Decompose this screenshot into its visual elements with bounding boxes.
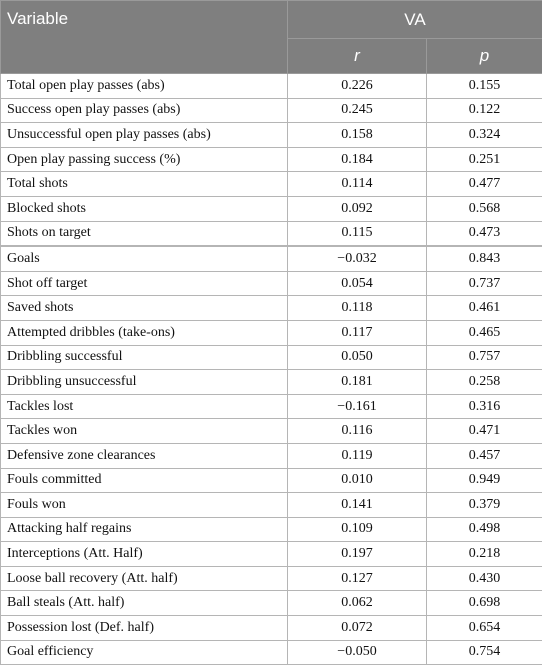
r-value-cell: 0.116 <box>288 419 427 444</box>
table-row <box>1 493 542 518</box>
variable-name-cell: Ball steals (Att. half) <box>1 591 288 616</box>
r-value-cell: 0.062 <box>288 591 427 616</box>
p-column-header: p <box>427 39 542 74</box>
variable-name-cell: Possession lost (Def. half) <box>1 616 288 641</box>
r-value-cell: 0.141 <box>288 493 427 518</box>
table-row <box>1 172 542 197</box>
r-value-cell: 0.118 <box>288 296 427 321</box>
table-row <box>1 542 542 567</box>
p-value-cell: 0.737 <box>427 271 542 296</box>
table-row <box>1 196 542 221</box>
table-row <box>1 271 542 296</box>
p-value-cell: 0.155 <box>427 74 542 99</box>
variable-name-cell: Fouls won <box>1 493 288 518</box>
table-row <box>1 517 542 542</box>
r-value-cell: −0.050 <box>288 640 427 665</box>
r-value-cell: 0.119 <box>288 443 427 468</box>
variable-name-cell: Open play passing success (%) <box>1 147 288 172</box>
p-value-cell: 0.568 <box>427 196 542 221</box>
r-value-cell: 0.197 <box>288 542 427 567</box>
variable-name-cell: Loose ball recovery (Att. half) <box>1 566 288 591</box>
p-value-cell: 0.122 <box>427 98 542 123</box>
r-value-cell: 0.010 <box>288 468 427 493</box>
table-row <box>1 370 542 395</box>
p-value-cell: 0.471 <box>427 419 542 444</box>
r-value-cell: 0.184 <box>288 147 427 172</box>
p-value-cell: 0.498 <box>427 517 542 542</box>
table-row <box>1 147 542 172</box>
r-value-cell: 0.072 <box>288 616 427 641</box>
variable-name-cell: Goals <box>1 246 288 271</box>
p-value-cell: 0.430 <box>427 566 542 591</box>
variable-name-cell: Attacking half regains <box>1 517 288 542</box>
r-value-cell: −0.161 <box>288 394 427 419</box>
variable-name-cell: Goal efficiency <box>1 640 288 665</box>
r-value-cell: 0.109 <box>288 517 427 542</box>
table-row <box>1 591 542 616</box>
table-row <box>1 296 542 321</box>
table-row <box>1 468 542 493</box>
va-group-header: VA <box>288 1 542 39</box>
p-value-cell: 0.757 <box>427 345 542 370</box>
table-row <box>1 394 542 419</box>
table-row <box>1 221 542 246</box>
table-row <box>1 443 542 468</box>
table-row <box>1 616 542 641</box>
variable-name-cell: Success open play passes (abs) <box>1 98 288 123</box>
r-value-cell: 0.245 <box>288 98 427 123</box>
variable-name-cell: Dribbling unsuccessful <box>1 370 288 395</box>
variable-name-cell: Tackles won <box>1 419 288 444</box>
r-column-header: r <box>288 39 427 74</box>
r-value-cell: 0.050 <box>288 345 427 370</box>
r-value-cell: 0.054 <box>288 271 427 296</box>
p-value-cell: 0.754 <box>427 640 542 665</box>
table-row <box>1 419 542 444</box>
table-row <box>1 246 542 271</box>
p-value-cell: 0.654 <box>427 616 542 641</box>
r-value-cell: 0.092 <box>288 196 427 221</box>
table-row <box>1 98 542 123</box>
p-value-cell: 0.473 <box>427 221 542 246</box>
r-value-cell: 0.226 <box>288 74 427 99</box>
variable-name-cell: Blocked shots <box>1 196 288 221</box>
variable-name-cell: Dribbling successful <box>1 345 288 370</box>
table-header <box>1 1 542 74</box>
table-body <box>1 74 542 665</box>
p-value-cell: 0.258 <box>427 370 542 395</box>
variable-name-cell: Defensive zone clearances <box>1 443 288 468</box>
variable-name-cell: Tackles lost <box>1 394 288 419</box>
r-value-cell: 0.114 <box>288 172 427 197</box>
p-value-cell: 0.457 <box>427 443 542 468</box>
p-value-cell: 0.698 <box>427 591 542 616</box>
variable-name-cell: Interceptions (Att. Half) <box>1 542 288 567</box>
p-value-cell: 0.843 <box>427 246 542 271</box>
r-value-cell: 0.115 <box>288 221 427 246</box>
p-value-cell: 0.465 <box>427 320 542 345</box>
p-value-cell: 0.316 <box>427 394 542 419</box>
variable-name-cell: Unsuccessful open play passes (abs) <box>1 123 288 148</box>
variable-name-cell: Total shots <box>1 172 288 197</box>
variable-name-cell: Saved shots <box>1 296 288 321</box>
variable-name-cell: Shot off target <box>1 271 288 296</box>
table-row <box>1 74 542 99</box>
r-value-cell: −0.032 <box>288 246 427 271</box>
variable-name-cell: Total open play passes (abs) <box>1 74 288 99</box>
p-value-cell: 0.477 <box>427 172 542 197</box>
p-value-cell: 0.218 <box>427 542 542 567</box>
table-row <box>1 566 542 591</box>
variable-name-cell: Fouls committed <box>1 468 288 493</box>
r-value-cell: 0.127 <box>288 566 427 591</box>
table-row <box>1 123 542 148</box>
variable-name-cell: Shots on target <box>1 221 288 246</box>
table-row <box>1 320 542 345</box>
p-value-cell: 0.251 <box>427 147 542 172</box>
r-value-cell: 0.181 <box>288 370 427 395</box>
p-value-cell: 0.379 <box>427 493 542 518</box>
p-value-cell: 0.324 <box>427 123 542 148</box>
p-value-cell: 0.949 <box>427 468 542 493</box>
table-row <box>1 640 542 665</box>
r-value-cell: 0.117 <box>288 320 427 345</box>
table-row <box>1 345 542 370</box>
r-value-cell: 0.158 <box>288 123 427 148</box>
variable-column-header: Variable <box>1 1 288 74</box>
variable-name-cell: Attempted dribbles (take-ons) <box>1 320 288 345</box>
p-value-cell: 0.461 <box>427 296 542 321</box>
